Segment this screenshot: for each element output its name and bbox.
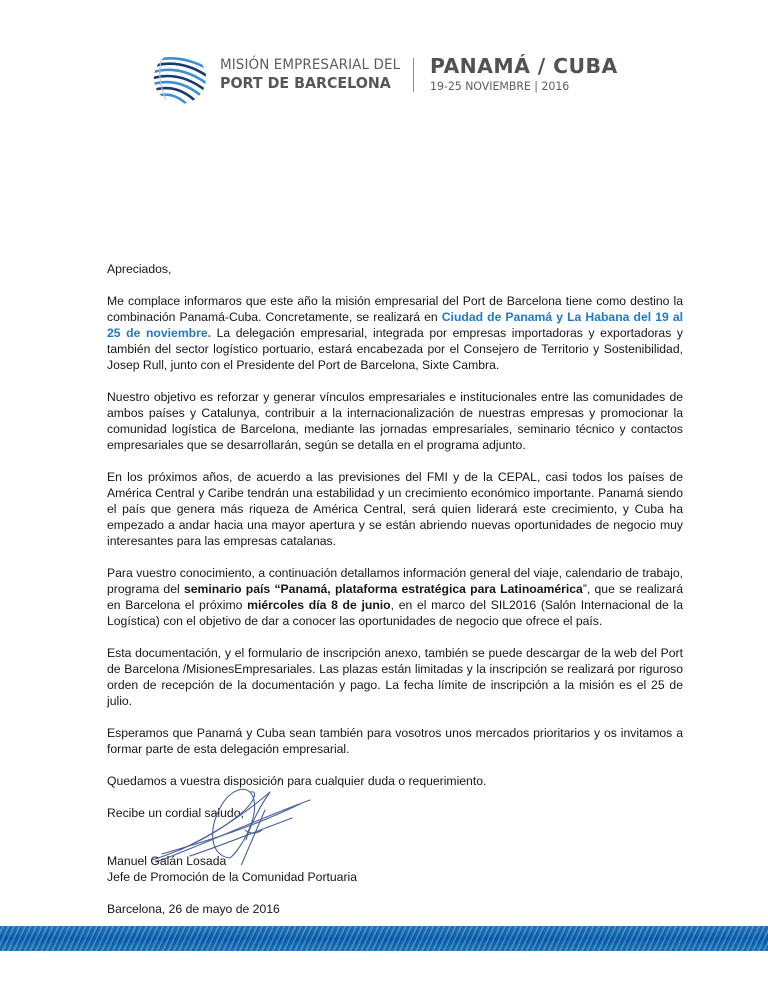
org-name-line2: PORT DE BARCELONA (220, 74, 391, 92)
paragraph-3: En los próximos años, de acuerdo a las previsiones del FMI y de la CEPAL, casi todos los países de América Central y Caribe tendrán una estabilidad y un crecimiento económico importante. Panamá siendo el país que genera más riqueza de América Central, será quien liderará este crecimiento, y Cuba ha empezado a andar hacia una mayor apertura y se están abriendo nuevas oportunidades de negocio muy interesantes para las empresas catalanas. (107, 470, 683, 548)
event-dates: 19-25 NOVIEMBRE | 2016 (430, 79, 570, 93)
letter-body (107, 261, 683, 837)
paragraph-5: Esta documentación, y el formulario de inscripción anexo, también se puede descargar de la web del Port de Barcelona /MisionesEmpresariales. Las plazas están limitadas y la inscripción se realizará por riguroso orden de recepción de la documentación y pago. La fecha límite de inscripción a la misión es el 25 de julio. (107, 646, 683, 708)
closing: Recibe un cordial saludo, (107, 806, 244, 820)
paragraph-4-text-c: , en el marco del SIL2016 (Salón Internacional de la Logística) con el objetivo de dar a conocer las oportunidades de negocio que ofrece el país. (107, 598, 684, 628)
letterhead (150, 50, 650, 100)
paragraph-4-text-b: ”, que se realizará en Barcelona el próximo (107, 582, 684, 612)
globe-icon (152, 50, 208, 106)
paragraph-4 (107, 565, 683, 629)
paragraph-2: Nuestro objetivo es reforzar y generar vínculos empresariales e institucionales entre las comunidades de ambos países y Catalunya, contribuir a la internacionalización de nuestras empresas y promocionar la comunidad logística de Barcelona, mediante las jornadas empresariales, seminario técnico y contactos empresariales que se desarrollarán, según se detalla en el programa adjunto. (107, 390, 683, 452)
signer-title: Jefe de Promoción de la Comunidad Portuaria (107, 870, 357, 884)
highlighted-destination-dates: Ciudad de Panamá y La Habana del 19 al 25 de noviembre. (107, 310, 683, 340)
greeting: Apreciados, (107, 262, 172, 276)
signer-name: Manuel Galán Losada (107, 854, 227, 868)
event-info (430, 54, 618, 94)
paragraph-1-text-a: Me complace informaros que este año la misión empresarial del Port de Barcelona tiene como destino la combinación Panamá-Cuba. Concretamente, se realizará en (107, 294, 683, 324)
place-and-date: Barcelona, 26 de mayo de 2016 (107, 902, 280, 916)
org-name-line1: MISIÓN EMPRESARIAL DEL (220, 57, 401, 73)
header-divider (413, 58, 414, 92)
event-title: PANAMÁ / CUBA (430, 54, 618, 78)
paragraph-7: Quedamos a vuestra disposición para cualquier duda o requerimiento. (107, 774, 487, 788)
seminar-date: miércoles día 8 de junio (247, 598, 391, 612)
paragraph-1 (107, 293, 683, 373)
seminar-title: seminario país “Panamá, plataforma estratégica para Latinoamérica (183, 582, 583, 596)
org-name (220, 56, 414, 92)
paragraph-4-text-a: Para vuestro conocimiento, a continuación detallamos información general del viaje, calendario de trabajo, programa del (107, 566, 683, 596)
signature-image (150, 770, 320, 865)
paragraph-6: Esperamos que Panamá y Cuba sean también para vosotros unos mercados prioritarios y os invitamos a formar parte de esta delegación empresarial. (107, 726, 683, 756)
footer-decorative-band (0, 926, 768, 951)
signoff (107, 853, 357, 917)
paragraph-1-text-b: La delegación empresarial, integrada por empresas importadoras y exportadoras y también del sector logístico portuario, estará encabezada por el Consejero de Territorio y Sostenibilidad, Josep Rull, junto con el Presidente del Port de Barcelona, Sixte Cambra. (107, 326, 684, 372)
